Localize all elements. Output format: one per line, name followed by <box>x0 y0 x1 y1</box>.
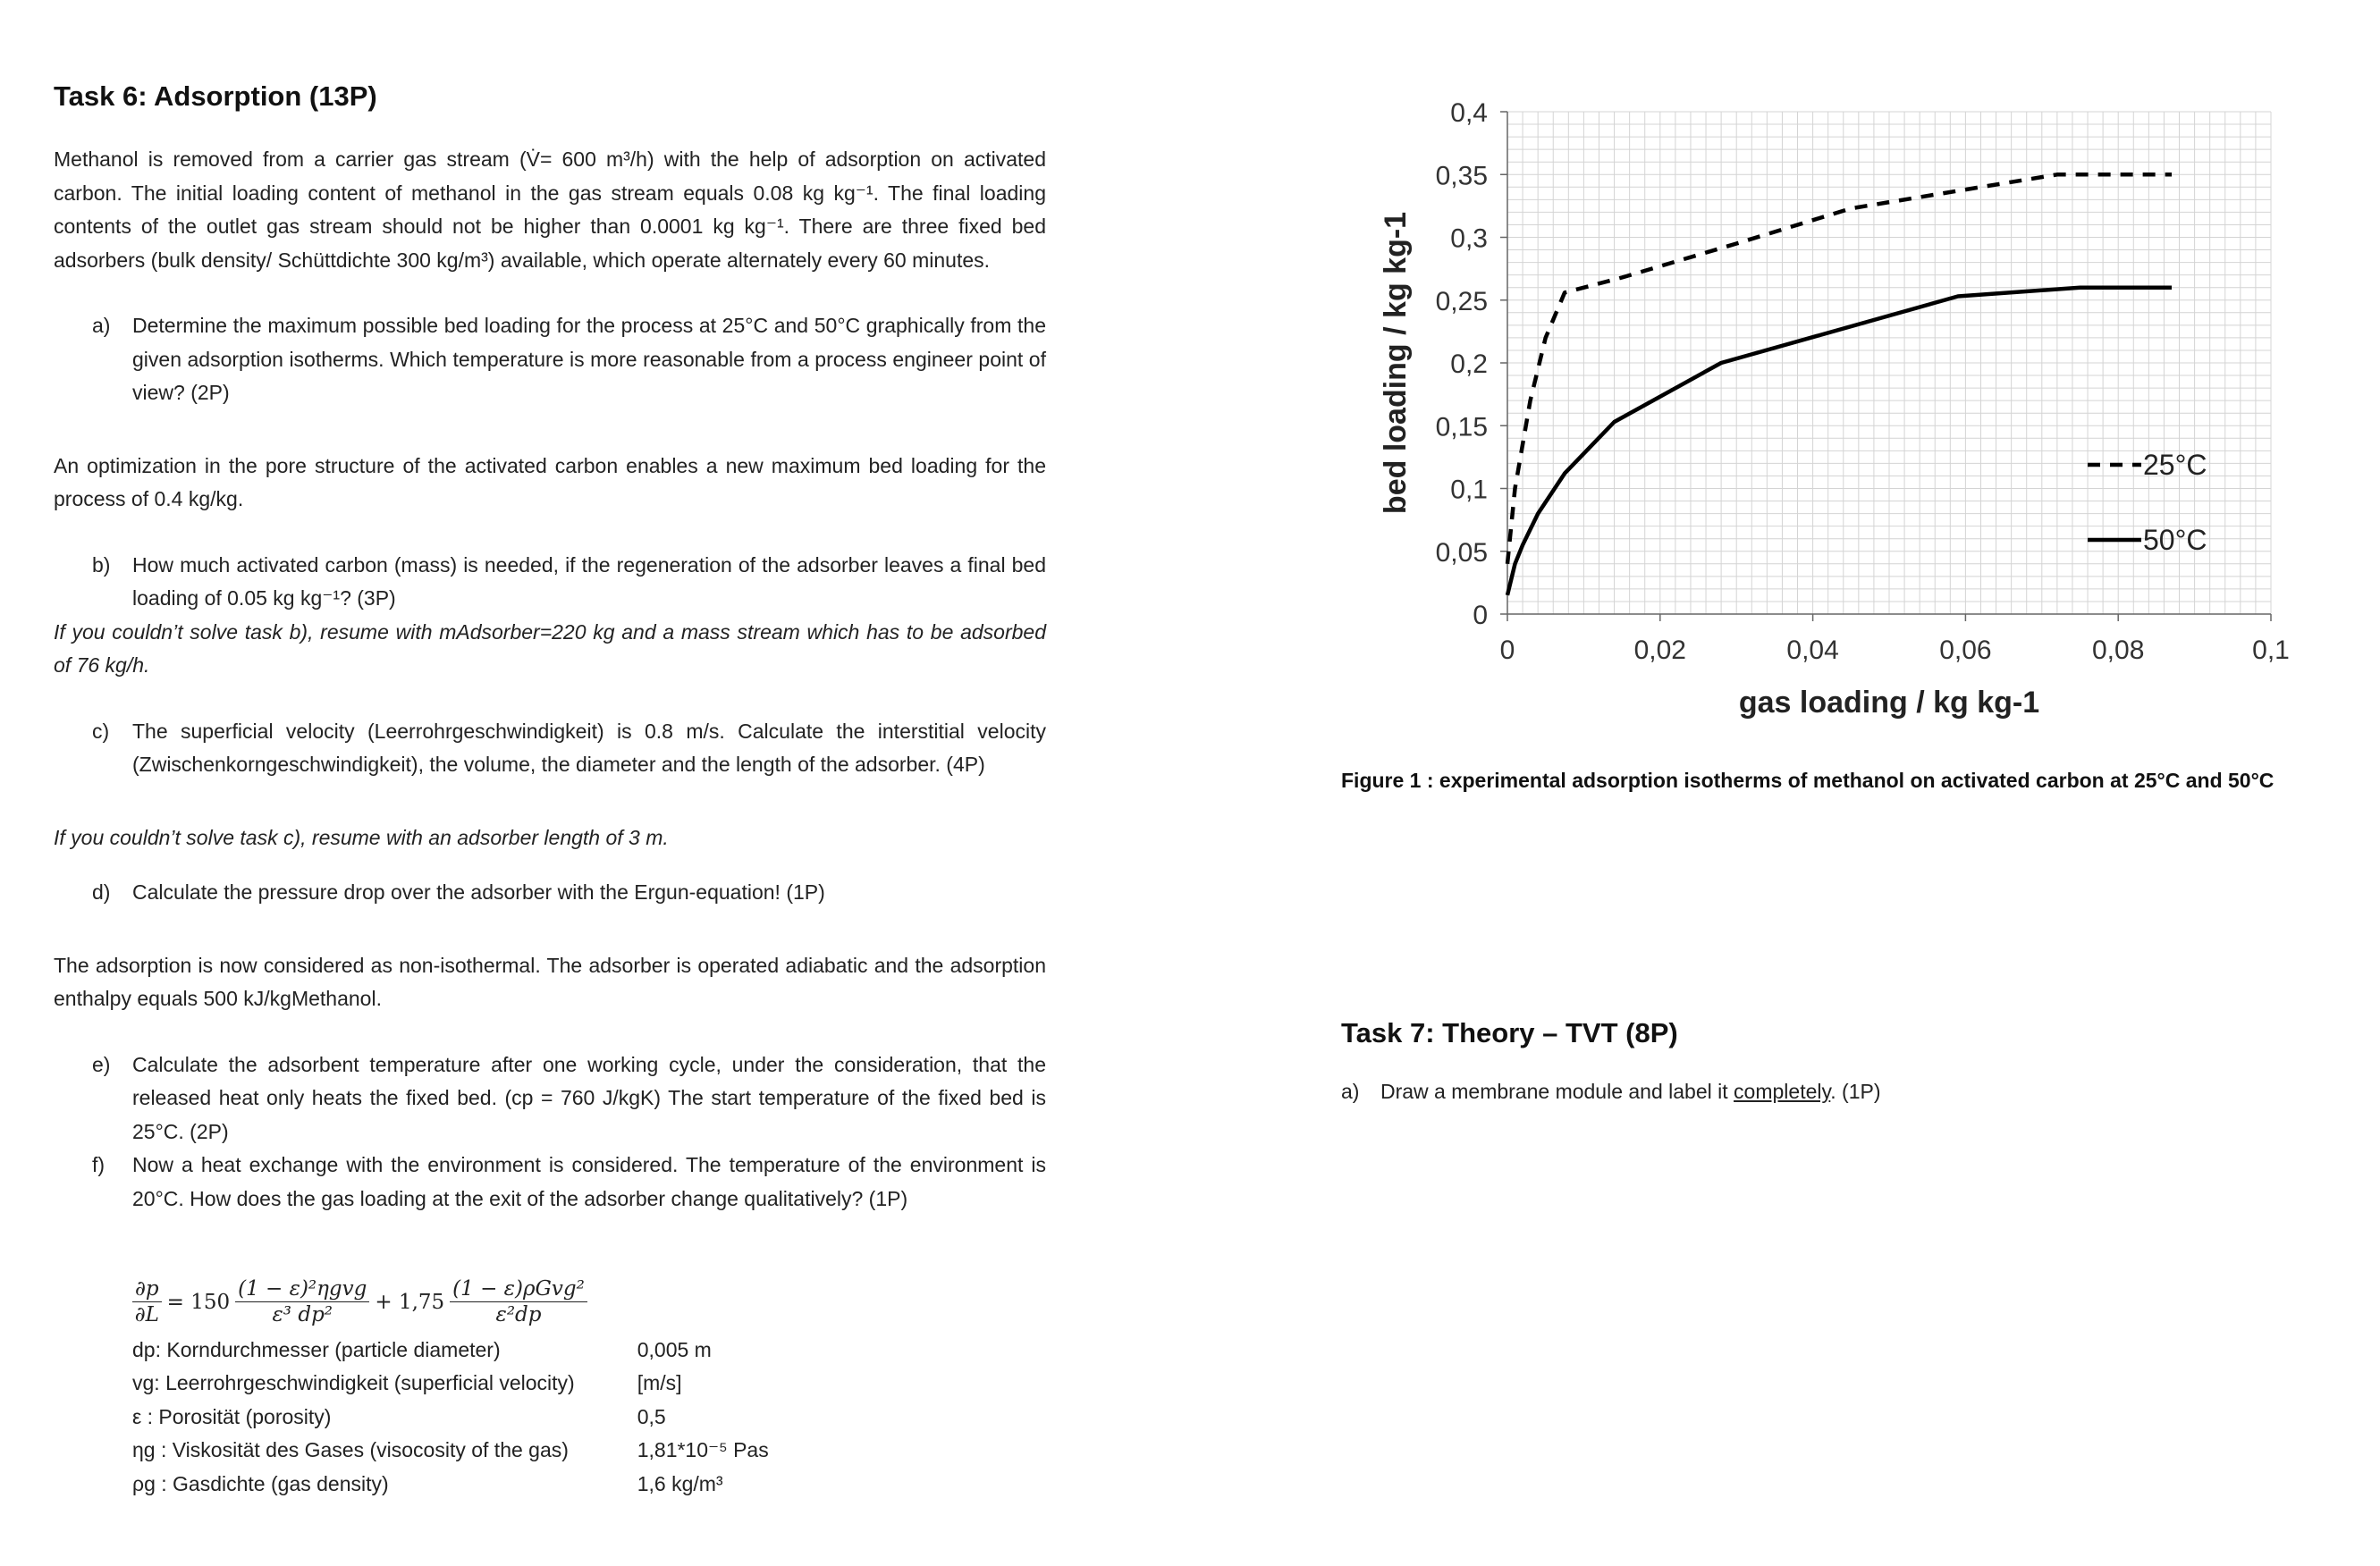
x-axis-label: gas loading / kg kg-1 <box>1738 686 2040 720</box>
task6-title: Task 6: Adsorption (13P) <box>54 80 377 112</box>
y-tick-label: 0,4 <box>1450 98 1488 128</box>
y-tick-label: 0,1 <box>1450 475 1488 505</box>
question-6e <box>54 1048 1046 1149</box>
y-tick-label: 0,3 <box>1450 223 1488 254</box>
formula-lhs-den: ∂L <box>134 1303 159 1327</box>
formula-term2 <box>450 1278 587 1326</box>
formula-term1-num: (1 − ε)²ηgvg <box>235 1278 369 1302</box>
question-6e-text: Calculate the adsorbent temperature after one working cycle, under the consideration, that the released heat only heats the fixed bed. (cp = 760 J/kgK) The start temperature of the fixed bed is 25°C. (2P) <box>132 1052 1046 1143</box>
formula-term2-den: ε²dp <box>495 1303 542 1327</box>
question-7a-text-pre: Draw a membrane module and label it <box>1380 1080 1734 1103</box>
question-6d-text: Calculate the pressure drop over the adsorber with the Ergun-equation! (1P) <box>132 880 825 904</box>
variable-row <box>132 1434 769 1468</box>
x-tick-label: 0 <box>1499 636 1515 665</box>
question-7a-underlined: completely <box>1734 1080 1831 1103</box>
variable-row <box>132 1467 769 1501</box>
variables-table <box>132 1333 769 1501</box>
legend-label: 50°C <box>2143 524 2207 556</box>
formula-term1 <box>235 1278 369 1326</box>
question-6d-label: d) <box>92 880 111 904</box>
legend-label: 25°C <box>2143 449 2207 481</box>
question-7a-text-post: . (1P) <box>1830 1080 1881 1103</box>
formula-term1-den: ε³ dp² <box>272 1303 333 1327</box>
question-6a-label: a) <box>92 314 111 337</box>
y-tick-label: 0,25 <box>1435 286 1488 316</box>
variable-row <box>132 1367 769 1401</box>
question-6b-label: b) <box>92 552 111 577</box>
task7-title: Task 7: Theory – TVT (8P) <box>1341 1017 1678 1048</box>
question-6c-label: c) <box>92 719 110 743</box>
question-6f-text: Now a heat exchange with the environment is considered. The temperature of the environment is 20°C. How does the gas loading at the exit of the adsorber change qualitatively? (1P) <box>132 1153 1046 1210</box>
variable-row <box>132 1333 769 1367</box>
task6-section <box>54 80 1046 1501</box>
question-6f-label: f) <box>92 1153 105 1176</box>
question-6f <box>54 1149 1046 1216</box>
variable-name: dp: Korndurchmesser (particle diameter) <box>132 1337 501 1361</box>
question-6a <box>54 309 1046 410</box>
variable-value: 0,005 m <box>637 1337 712 1361</box>
variable-row <box>132 1400 769 1434</box>
variable-value: [m/s] <box>637 1371 682 1395</box>
formula-eq: = 150 <box>166 1290 231 1314</box>
question-6b <box>54 549 1046 616</box>
question-6d <box>54 876 1046 910</box>
variable-name: ε : Porosität (porosity) <box>132 1404 332 1428</box>
y-tick-label: 0,35 <box>1435 161 1488 191</box>
variable-name: vg: Leerrohrgeschwindigkeit (superficial velocity) <box>132 1371 575 1395</box>
question-7a-label: a) <box>1341 1080 1360 1103</box>
question-6c-text: The superficial velocity (Leerrohrgeschwindigkeit) is 0.8 m/s. Calculate the interstitial velocity (Zwischenkorngeschwindigkeit), the volume, the diameter and the length of the adsorber. (4P) <box>132 719 1046 776</box>
question-6b-text: How much activated carbon (mass) is needed, if the regeneration of the adsorber leaves a final bed loading of 0.05 kg kg⁻¹? (3P) <box>132 552 1046 610</box>
fallback-b-text: If you couldn’t solve task b), resume with mAdsorber=220 kg and a mass stream which has to be adsorbed of 76 kg/h. <box>54 619 1046 677</box>
question-6a-text: Determine the maximum possible bed loading for the process at 25°C and 50°C graphically from the given adsorption isotherms. Which temperature is more reasonable from a process engineer point of view? (2P) <box>132 314 1046 404</box>
variable-value: 1,81*10⁻⁵ Pas <box>637 1438 769 1462</box>
formula-term2-num: (1 − ε)ρGvg² <box>450 1278 587 1302</box>
ergun-equation <box>132 1278 1046 1326</box>
variable-name: ηg : Viskosität des Gases (visocosity of the gas) <box>132 1438 569 1462</box>
y-tick-label: 0 <box>1473 601 1488 630</box>
variable-value: 1,6 kg/m³ <box>637 1471 723 1495</box>
y-tick-label: 0,05 <box>1435 537 1488 568</box>
optimization-text: An optimization in the pore structure of the activated carbon enables a new maximum bed loading for the process of 0.4 kg/kg. <box>54 453 1046 510</box>
variable-value: 0,5 <box>637 1404 666 1428</box>
formula-lhs-num: ∂p <box>132 1278 162 1302</box>
y-tick-label: 0,15 <box>1435 412 1488 442</box>
y-axis-label: bed loading / kg kg-1 <box>1379 211 1413 515</box>
nonisothermal-text: The adsorption is now considered as non-isothermal. The adsorber is operated adiabatic and the adsorption enthalpy equals 500 kJ/kgMethanol. <box>54 953 1046 1010</box>
x-tick-label: 0,08 <box>2092 636 2145 665</box>
question-6e-label: e) <box>92 1052 111 1076</box>
variable-name: ρg : Gasdichte (gas density) <box>132 1471 389 1495</box>
question-6c <box>54 715 1046 782</box>
figure-caption: Figure 1 : experimental adsorption isotherms of methanol on activated carbon at 25°C and 50°C <box>1341 769 2275 792</box>
task6-intro: Methanol is removed from a carrier gas stream (V̇= 600 m³/h) with the help of adsorption on activated carbon. The initial loading content of methanol in the gas stream equals 0.08 kg kg⁻¹. The final loading contents of the outlet gas stream should not be higher than 0.0001 kg kg⁻¹. There are three fixed bed adsorbers (bulk density/ Schüttdichte 300 kg/m³) available, which operate alternately every 60 minutes. <box>54 147 1046 272</box>
adsorption-isotherm-chart <box>1341 80 2325 742</box>
fallback-c-text: If you couldn’t solve task c), resume with an adsorber length of 3 m. <box>54 825 669 849</box>
x-tick-label: 0,02 <box>1633 636 1686 665</box>
x-tick-label: 0,06 <box>1939 636 1992 665</box>
formula-lhs <box>132 1278 162 1326</box>
y-tick-label: 0,2 <box>1450 349 1488 379</box>
formula-plus: + 1,75 <box>375 1290 445 1314</box>
x-tick-label: 0,04 <box>1786 636 1839 665</box>
question-7a <box>1341 1080 2235 1104</box>
x-tick-label: 0,1 <box>2252 636 2290 665</box>
